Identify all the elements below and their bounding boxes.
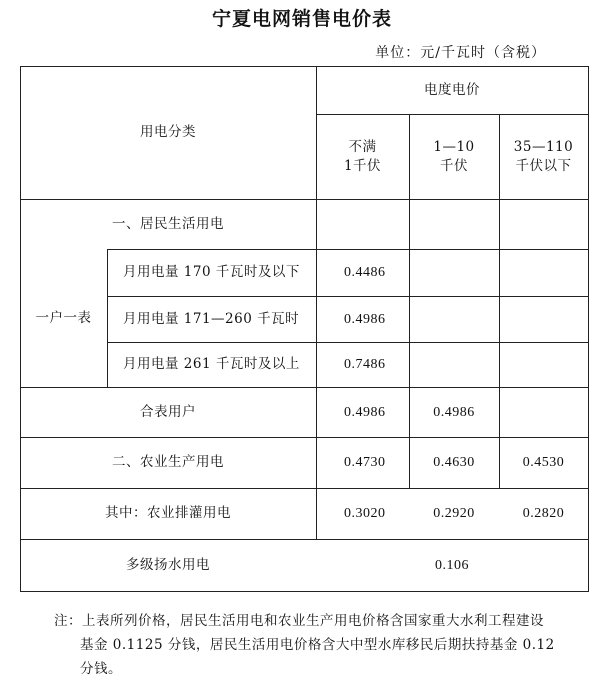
row-agri-label: 二、农业生产用电: [112, 454, 224, 470]
row-residential-label: 一、居民生活用电: [112, 215, 224, 232]
row-tier1-label: 月用电量 170 千瓦时及以下: [123, 264, 300, 280]
page-title: 宁夏电网销售电价表: [211, 8, 392, 30]
row-shared-label: 合表用户: [140, 403, 196, 420]
row-pumping-value: 0.106: [435, 557, 469, 573]
row-pumping-label: 多级扬水用电: [126, 556, 210, 573]
row-irrigation-value-2: 0.2920: [433, 506, 475, 521]
row-one-meter-label: 一户一表: [35, 309, 92, 326]
row-irrigation-value-1: 0.3020: [344, 506, 386, 521]
category-header: 用电分类: [140, 124, 196, 140]
price-group-header: 电度电价: [424, 81, 480, 98]
row-tier3-value: 0.7486: [344, 357, 386, 372]
footnote-line-3: 分钱。: [80, 661, 122, 677]
row-agri-value-2: 0.4630: [433, 455, 475, 470]
row-tier3-label: 月用电量 261 千瓦时及以上: [123, 356, 300, 372]
row-agri-value-1: 0.4730: [344, 455, 386, 470]
row-agri-value-3: 0.4530: [522, 455, 565, 470]
row-tier2-label: 月用电量 171—260 千瓦时: [123, 310, 300, 327]
footnote-line-2: 基金 0.1125 分钱，居民生活用电价格含大中型水库移民后期扶持基金 0.12: [80, 637, 555, 653]
row-shared-value-1: 0.4986: [344, 404, 386, 420]
unit-label: 单位：元/千瓦时（含税）: [375, 45, 546, 61]
footnote: [54, 609, 564, 681]
row-irrigation-value-3: 0.2820: [522, 506, 565, 521]
row-tier2-value: 0.4986: [344, 311, 386, 327]
row-irrigation-label: 其中：农业排灌用电: [105, 505, 231, 521]
footnote-line-1: 注：上表所列价格，居民生活用电和农业生产用电价格含国家重大水利工程建设: [54, 613, 544, 629]
col-header-below-1kv: 不满 1千伏: [343, 138, 382, 174]
col-header-1-10kv: 1—10 千伏: [433, 138, 475, 174]
row-shared-value-2: 0.4986: [433, 404, 475, 420]
row-tier1-value: 0.4486: [344, 265, 386, 280]
col-header-35-110kv: 35—110 千伏以下: [513, 138, 574, 174]
